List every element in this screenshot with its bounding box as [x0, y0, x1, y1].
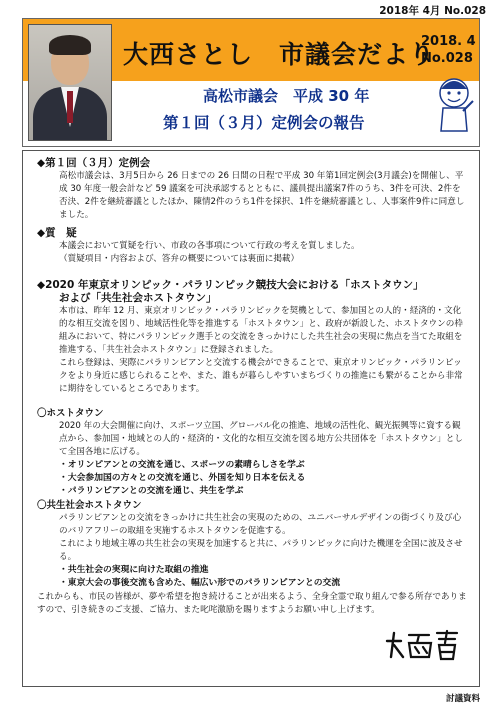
section-heading: ◆質 疑 [37, 227, 77, 239]
subsection-kyosei [37, 499, 467, 590]
issue-info [421, 33, 476, 67]
subsection-text: 2020 年の大会開催に向け、スポーツ立国、グローバル化の推進、地域の活性化、観光振興等に資する観点から、参加国・地域との人的・経済的・文化的な相互交流を図る地方公共団体を「ホストタウン」として全国各地に広げる。 [59, 421, 463, 457]
issue-date: 2018. 4 [421, 34, 476, 49]
list-item: ・東京大会の事後交流も含めた、幅広い形でのパラリンピアンとの交流 [59, 578, 341, 588]
section-text: 本議会において質疑を行い、市政の各事項について行政の考えを質しました。 [59, 241, 360, 251]
mascot-illustration-icon [433, 75, 475, 137]
section-note: （質疑項目・内容および、答弁の概要については裏面に掲載） [59, 254, 300, 264]
subsection-text-2: これにより地域主導の共生社会の実現を加速すると共に、パラリンピックに向けた機運を全国に波及させる。 [59, 539, 463, 562]
section-text-2: これら登録は、実際にパラリンピアンと交流する機会ができることで、東京オリンピック・パラリンピックをより身近に感じられることや、また、誰もが暮らしやすいまちづくりの推進にも繋がることから非常に期待をしているところであります。 [59, 358, 463, 394]
bullet-list [37, 564, 467, 590]
subtitle-council: 高松市議会 平成 30 年 [203, 87, 370, 105]
section-heading: ◆2020 年東京オリンピック・パラリンピック競技大会における「ホストタウン」 [37, 279, 424, 291]
portrait-photo [28, 24, 112, 141]
newsletter-title: 大西さとし 市議会だより [123, 40, 436, 69]
report-body [22, 150, 480, 687]
subsection-heading: 〇ホストタウン [37, 408, 104, 419]
list-item: ・パラリンピアンとの交流を通じ、共生を学ぶ [59, 486, 244, 496]
list-item: ・共生社会の実現に向けた取組の推進 [59, 565, 209, 575]
footer-label: 討議資料 [445, 694, 480, 704]
section-questions [37, 227, 467, 266]
subsection-text: パラリンピアンとの交流をきっかけに共生社会の実現のための、ユニバーサルデザインの街づくり及び心のバリアフリーの取組を実施するホストタウンを促進する。 [59, 513, 462, 536]
subsection-hosttown [37, 407, 467, 498]
section-heading-cont: および「共生社会ホストタウン」 [59, 292, 217, 304]
list-item: ・オリンピアンとの交流を通じ、スポーツの素晴らしさを学ぶ [59, 460, 305, 470]
list-item: ・大会参加国の方々との交流を通じ、外国を知り日本を伝える [59, 473, 306, 483]
issue-line: 2018年 4月 No.028 [379, 5, 486, 17]
section-session [37, 157, 467, 222]
section-hosttown [37, 279, 467, 396]
newsletter-header [22, 18, 480, 147]
bullet-list [37, 459, 467, 498]
issue-number: No.028 [421, 51, 473, 66]
section-text: 高松市議会は、3月5日から 26 日までの 26 日間の日程で平成 30 年第1回定例会(3月議会)を開催し、平成 30 年度一般会計など 59 議案を可決承認するとともに、議員提出議案7件のうち、3件を可決、2件を否決、2件を継続審議としたほか、陳情2件のうち1件を採択、1件を継続審議とし、人事案件9件に同意しました。 [59, 171, 465, 220]
section-heading: ◆第１回（３月）定例会 [37, 157, 151, 169]
signature-icon [383, 627, 463, 661]
subtitle-report: 第１回（３月）定例会の報告 [163, 114, 365, 132]
closing-message: これからも、市民の皆様が、夢や希望を抱き続けることが出来るよう、全身全霊で取り組んで参る所存でありますので、引き続きのご支援、ご協力、また叱咤激励を賜りますようお願い申し上げます。 [37, 592, 467, 615]
section-text: 本市は、昨年 12 月、東京オリンピック・パラリンピックを契機として、参加国との人的・経済的・文化的な相互交流を図り、地域活性化等を推進する「ホストタウン」と、政府が新設した、ホストタウンの枠組みにおいて、特にパラリンピック選手との交流をきっかけにした共生社会の実現に焦点を当てた取組を推進する、「共生社会ホストタウン」に登録されました。 [59, 306, 463, 355]
subsection-heading: 〇共生社会ホストタウン [37, 500, 142, 511]
